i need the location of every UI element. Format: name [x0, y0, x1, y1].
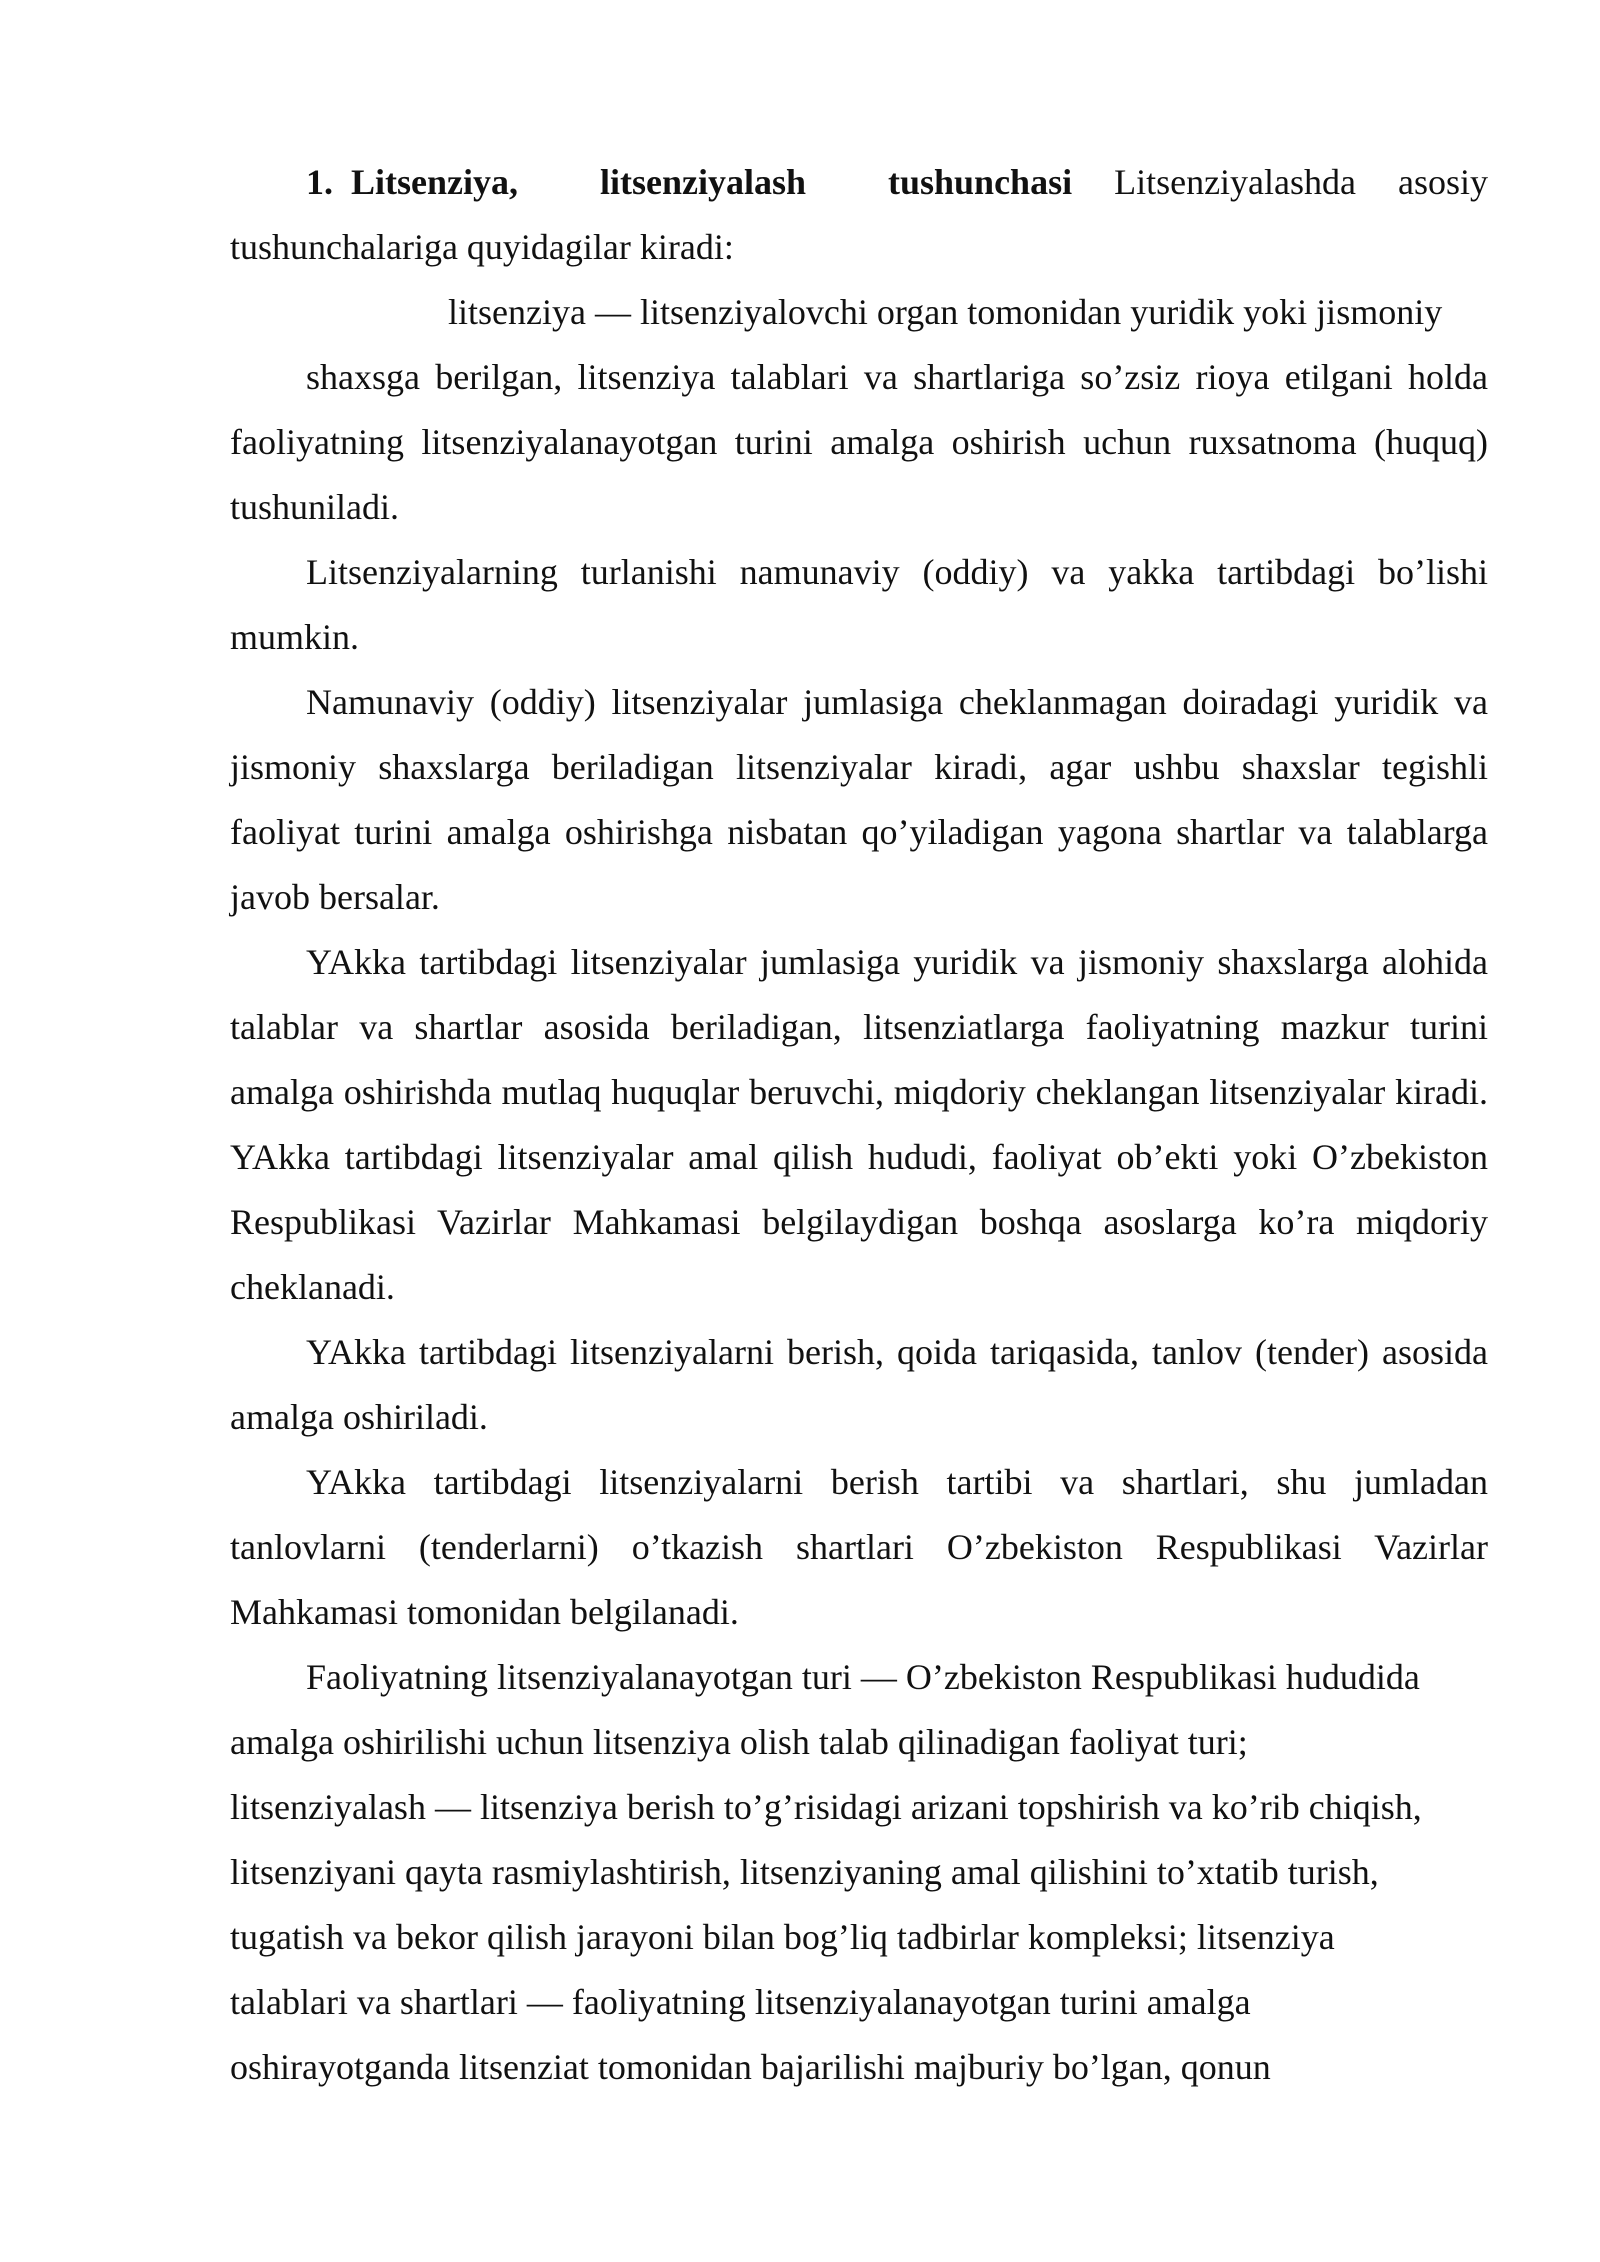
final-block-line: litsenziyani qayta rasmiylashtirish, litsenziyaning amal qilishini to’xtatib turish,	[230, 1852, 1379, 1892]
final-block-line: oshirayotganda litsenziat tomonidan bajarilishi majburiy bo’lgan, qonun	[230, 2047, 1271, 2087]
paragraph-standard-licenses: Namunaviy (oddiy) litsenziyalar jumlasiga cheklanmagan doiradagi yuridik va jismoniy shaxslarga beriladigan litsenziyalar kiradi, agar ushbu shaxslar tegishli faoliyat turini amalga oshirishga nisbatan qo’yiladigan yagona shartlar va talablarga javob bersalar.	[230, 682, 1488, 917]
definition-first-line: litsenziya — litsenziyalovchi organ tomonidan yuridik yoki jismoniy	[448, 292, 1443, 332]
section-number: 1.	[306, 162, 333, 202]
final-block-line: talablari va shartlari — faoliyatning litsenziyalanayotgan turini amalga	[230, 1982, 1251, 2022]
section-title: Litsenziya, litsenziyalash tushunchasi	[351, 162, 1073, 202]
definition-continuation: shaxsga berilgan, litsenziya talablari va shartlariga so’zsiz rioya etilgani holda faoliyatning litsenziyalanayotgan turini amalga oshirish uchun ruxsatnoma (huquq) tushuniladi.	[230, 357, 1488, 527]
paragraph-tender: YAkka tartibdagi litsenziyalarni berish, qoida tariqasida, tanlov (tender) asosida amalga oshiriladi.	[230, 1332, 1488, 1437]
final-block-line: tugatish va bekor qilish jarayoni bilan bog’liq tadbirlar kompleksi; litsenziya	[230, 1917, 1335, 1957]
final-block-line: litsenziyalash — litsenziya berish to’g’risidagi arizani topshirish va ko’rib chiqish,	[230, 1787, 1422, 1827]
final-block-line: amalga oshirilishi uchun litsenziya olish talab qilinadigan faoliyat turi;	[230, 1722, 1248, 1762]
heading-intro-text: Litsenziyalashda asosiy tushunchalariga quyidagilar kiradi:	[230, 162, 1488, 267]
final-block-first-line: Faoliyatning litsenziyalanayotgan turi — O’zbekiston Respublikasi hududida	[306, 1657, 1420, 1697]
heading-paragraph	[230, 150, 1488, 280]
paragraph-individual-licenses: YAkka tartibdagi litsenziyalar jumlasiga yuridik va jismoniy shaxslarga alohida talablar va shartlar asosida beriladigan, litsenziatlarga faoliyatning mazkur turini amalga oshirishda mutlaq huquqlar beruvchi, miqdoriy cheklangan litsenziyalar kiradi. YAkka tartibdagi litsenziyalar amal qilish hududi, faoliyat ob’ekti yoki O’zbekiston Respublikasi Vazirlar Mahkamasi belgilaydigan boshqa asoslarga ko’ra miqdoriy cheklanadi.	[230, 942, 1488, 1307]
document-body	[230, 150, 1488, 2100]
paragraph-issuance-order: YAkka tartibdagi litsenziyalarni berish tartibi va shartlari, shu jumladan tanlovlarni (tenderlarni) o’tkazish shartlari O’zbekiston Respublikasi Vazirlar Mahkamasi tomonidan belgilanadi.	[230, 1462, 1488, 1632]
paragraph-types: Litsenziyalarning turlanishi namunaviy (oddiy) va yakka tartibdagi bo’lishi mumkin.	[230, 552, 1488, 657]
